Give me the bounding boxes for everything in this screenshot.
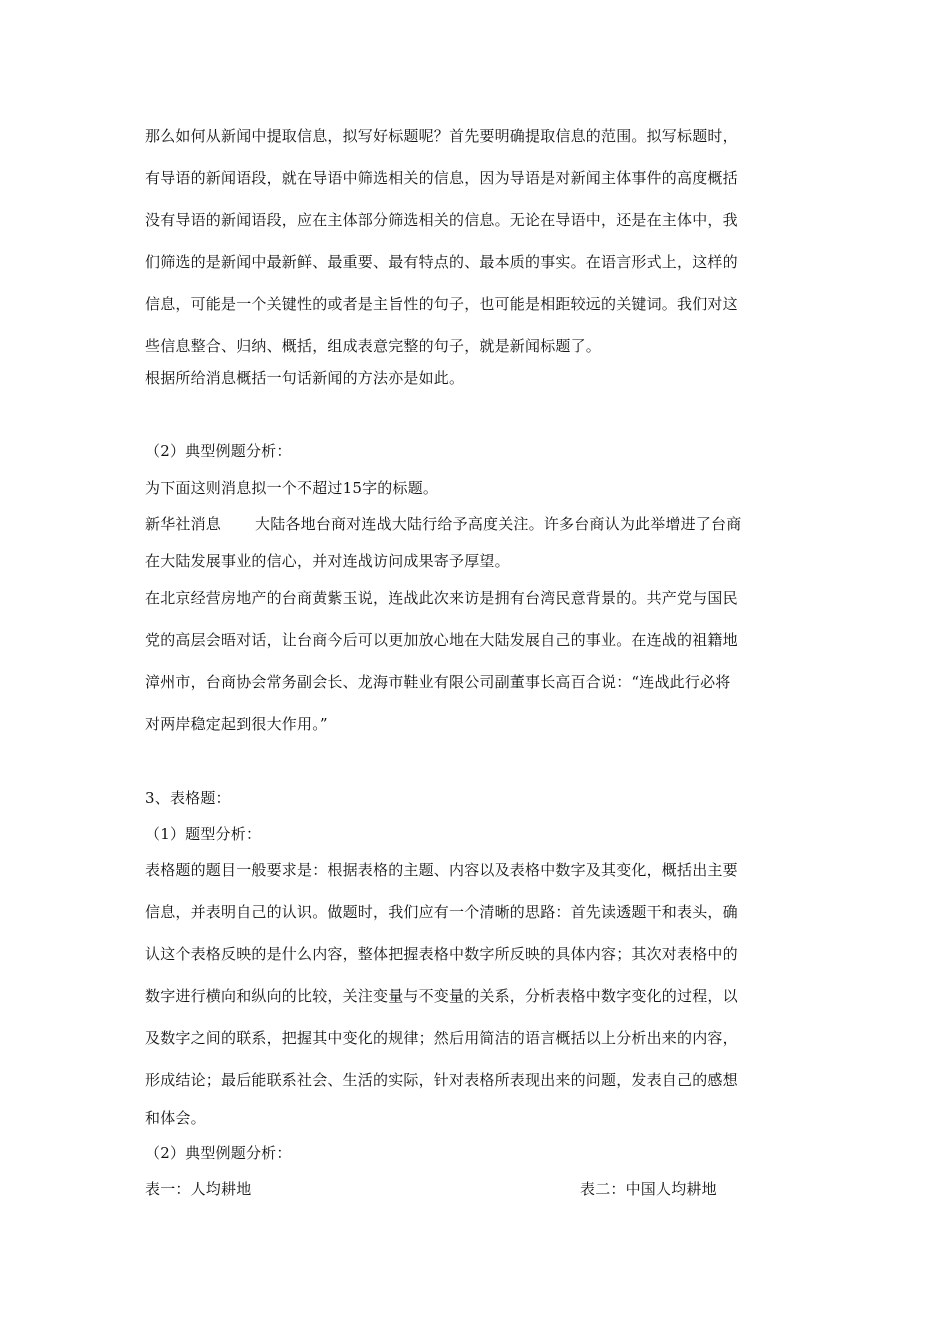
section-heading: （2）典型例题分析： [145, 442, 292, 460]
paragraph-line: 没有导语的新闻语段，应在主体部分筛选相关的信息。无论在导语中，还是在主体中，我 [145, 211, 738, 229]
paragraph-line: 数字进行横向和纵向的比较，关注变量与不变量的关系，分析表格中数字变化的过程，以 [145, 987, 738, 1005]
paragraph-line: 和体会。 [145, 1109, 206, 1127]
paragraph-line: 漳州市，台商协会常务副会长、龙海市鞋业有限公司副董事长高百合说：“连战此行必将 [145, 673, 731, 691]
section-heading: 3、表格题： [145, 789, 231, 807]
table-caption-1: 表一：人均耕地 [145, 1180, 252, 1198]
news-lead-line [145, 514, 741, 534]
paragraph-line: 们筛选的是新闻中最新鲜、最重要、最有特点的、最本质的事实。在语言形式上，这样的 [145, 253, 738, 271]
table-caption-2: 表二：中国人均耕地 [580, 1180, 717, 1198]
paragraph-line: 在大陆发展事业的信心，并对连战访问成果寄予厚望。 [145, 552, 510, 570]
paragraph-line: 信息，并表明自己的认识。做题时，我们应有一个清晰的思路：首先读透题干和表头，确 [145, 903, 738, 921]
paragraph-line: 在北京经营房地产的台商黄紫玉说，连战此次来访是拥有台湾民意背景的。共产党与国民 [145, 589, 738, 607]
news-lead-text: 大陆各地台商对连战大陆行给予高度关注。许多台商认为此举增进了台商 [255, 515, 742, 533]
subsection-heading: （2）典型例题分析： [145, 1144, 292, 1162]
paragraph-line: 信息，可能是一个关键性的或者是主旨性的句子，也可能是相距较远的关键词。我们对这 [145, 295, 738, 313]
news-source: 新华社消息 [145, 515, 222, 533]
paragraph-line: 根据所给消息概括一句话新闻的方法亦是如此。 [145, 369, 465, 387]
paragraph-line: 认这个表格反映的是什么内容，整体把握表格中数字所反映的具体内容；其次对表格中的 [145, 945, 738, 963]
paragraph-line: 有导语的新闻语段，就在导语中筛选相关的信息，因为导语是对新闻主体事件的高度概括 [145, 169, 738, 187]
paragraph-line: 表格题的题目一般要求是：根据表格的主题、内容以及表格中数字及其变化，概括出主要 [145, 861, 738, 879]
task-instruction: 为下面这则消息拟一个不超过15字的标题。 [145, 479, 439, 497]
subsection-heading: （1）题型分析： [145, 825, 262, 843]
paragraph-line: 党的高层会晤对话，让台商今后可以更加放心地在大陆发展自己的事业。在连战的祖籍地 [145, 631, 738, 649]
paragraph-line: 些信息整合、归纳、概括，组成表意完整的句子，就是新闻标题了。 [145, 337, 602, 355]
paragraph-line: 那么如何从新闻中提取信息，拟写好标题呢？首先要明确提取信息的范围。拟写标题时， [145, 127, 738, 145]
paragraph-line: 形成结论；最后能联系社会、生活的实际，针对表格所表现出来的问题，发表自己的感想 [145, 1071, 738, 1089]
paragraph-line: 及数字之间的联系，把握其中变化的规律；然后用简洁的语言概括以上分析出来的内容， [145, 1029, 738, 1047]
paragraph-line: 对两岸稳定起到很大作用。” [145, 715, 328, 733]
